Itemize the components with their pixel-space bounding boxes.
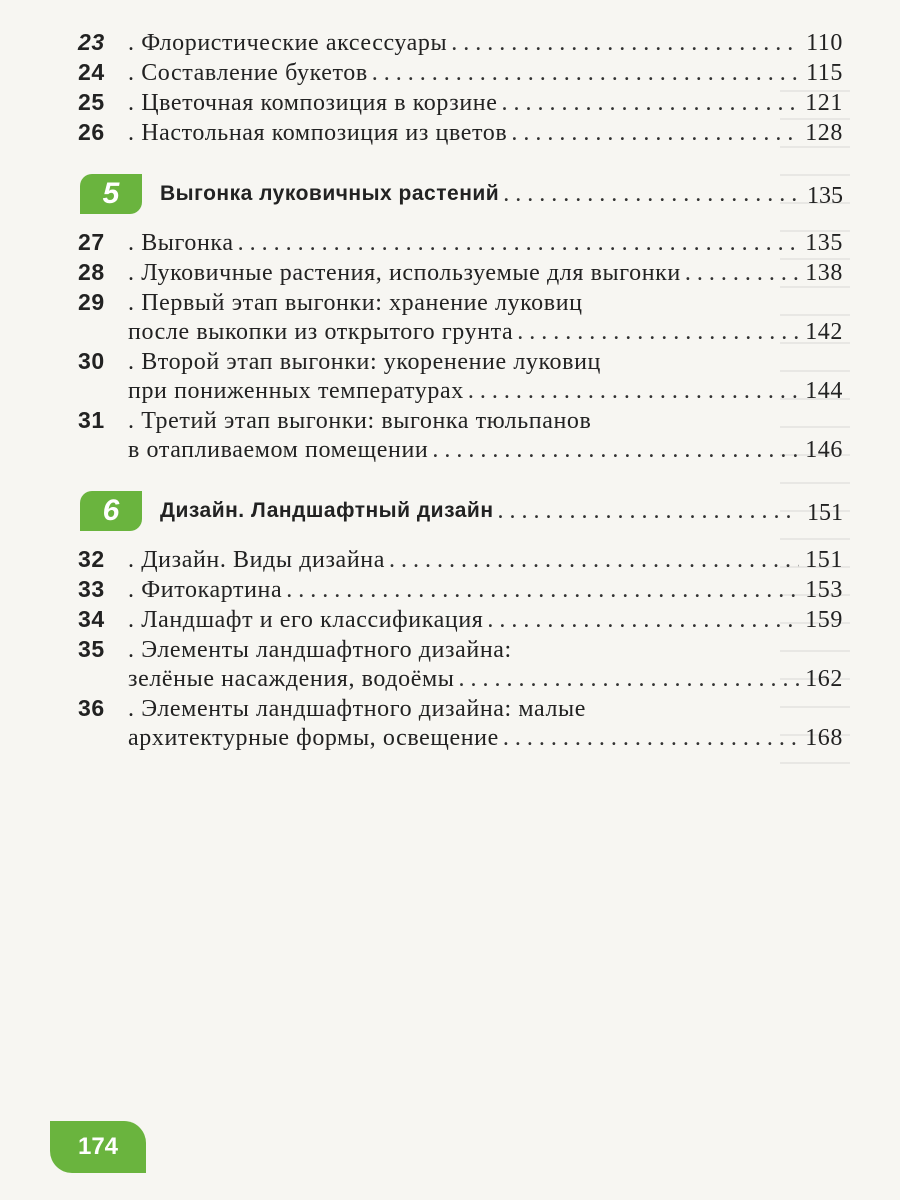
entry-number: 29 (78, 289, 105, 315)
toc-entry-27[interactable] (78, 228, 843, 258)
toc-entry-24[interactable] (78, 58, 843, 88)
toc-entry-32[interactable] (78, 545, 843, 575)
toc-entry-30[interactable] (78, 347, 843, 406)
entry-number-dot: . (128, 30, 142, 56)
entry-title: Элементы ландшафтного дизайна: (141, 637, 512, 663)
toc-entry-23[interactable] (78, 28, 843, 58)
toc-entry-34[interactable] (78, 605, 843, 635)
entry-number: 25 (78, 89, 105, 115)
leader-dots (459, 665, 799, 694)
section-heading-5[interactable] (78, 172, 843, 216)
toc-entry-29[interactable] (78, 288, 843, 347)
entry-title: Луковичные растения, используемые для выгонки (141, 260, 681, 286)
entry-page: 110 (806, 30, 843, 56)
entry-number: 24 (78, 59, 105, 85)
entry-page: 135 (805, 230, 843, 256)
entry-number-dot: . (128, 230, 142, 256)
entry-number: 31 (78, 407, 105, 433)
entry-title: Фитокартина (141, 577, 283, 603)
entry-number-dot: . (128, 547, 142, 573)
leader-dots (238, 229, 799, 258)
entry-title-cont: зелёные насаждения, водоёмы (128, 666, 455, 692)
entry-number-dot: . (128, 120, 142, 146)
entry-page: 121 (805, 90, 843, 116)
entry-number-dot: . (128, 408, 142, 434)
entry-number: 27 (78, 229, 105, 255)
toc-entry-36[interactable] (78, 694, 843, 753)
entry-number-dot: . (128, 607, 142, 633)
section-badge: 6 (80, 491, 142, 531)
leader-dots (503, 181, 799, 208)
toc-entry-26[interactable] (78, 118, 843, 148)
entry-title: Дизайн. Виды дизайна (141, 547, 385, 573)
entry-title: Второй этап выгонки: укоренение луковиц (141, 349, 601, 375)
entry-title: Первый этап выгонки: хранение луковиц (141, 290, 583, 316)
entry-page: 162 (805, 666, 843, 692)
leader-dots (451, 29, 799, 58)
entry-title: Третий этап выгонки: выгонка тюльпанов (141, 408, 592, 434)
entry-number-dot: . (128, 696, 142, 722)
toc-entry-33[interactable] (78, 575, 843, 605)
page-number-badge: 174 (50, 1121, 146, 1173)
leader-dots (286, 576, 799, 605)
toc-entry-28[interactable] (78, 258, 843, 288)
table-of-contents (78, 28, 843, 753)
entry-title: Выгонка (141, 230, 234, 256)
toc-entry-35[interactable] (78, 635, 843, 694)
entry-number: 30 (78, 348, 105, 374)
entry-number: 28 (78, 259, 105, 285)
entry-number: 23 (78, 29, 105, 55)
entry-title: Настольная композиция из цветов (141, 120, 508, 146)
entry-title-cont: в отапливаемом помещении (128, 437, 429, 463)
leader-dots (517, 318, 799, 347)
entry-title: Ландшафт и его классификация (141, 607, 484, 633)
leader-dots (468, 377, 799, 406)
entry-number-dot: . (128, 90, 142, 116)
leader-dots (389, 546, 799, 575)
leader-dots (685, 259, 799, 288)
entry-number: 33 (78, 576, 105, 602)
entry-number-dot: . (128, 349, 142, 375)
entry-number-dot: . (128, 637, 142, 663)
entry-page: 146 (805, 437, 843, 463)
entry-page: 115 (806, 60, 843, 86)
toc-entry-25[interactable] (78, 88, 843, 118)
toc-entry-31[interactable] (78, 406, 843, 465)
entry-page: 142 (805, 319, 843, 345)
leader-dots (432, 436, 799, 465)
entry-page: 138 (805, 260, 843, 286)
entry-number-dot: . (128, 60, 142, 86)
section-page: 151 (807, 500, 843, 526)
entry-title: Цветочная композиция в корзине (141, 90, 498, 116)
entry-number-dot: . (128, 577, 142, 603)
entry-page: 128 (805, 120, 843, 146)
entry-page: 151 (805, 547, 843, 573)
leader-dots (487, 606, 799, 635)
entry-number-dot: . (128, 260, 142, 286)
entry-title: Составление букетов (141, 60, 368, 86)
entry-page: 153 (805, 577, 843, 603)
entry-number: 26 (78, 119, 105, 145)
entry-title-cont: после выкопки из открытого грунта (128, 319, 514, 345)
leader-dots (502, 89, 800, 118)
entry-title-cont: при пониженных температурах (128, 378, 464, 404)
leader-dots (372, 59, 799, 88)
entry-page: 144 (805, 378, 843, 404)
entry-number-dot: . (128, 290, 142, 316)
entry-page: 159 (805, 607, 843, 633)
leader-dots (503, 724, 799, 753)
entry-number: 35 (78, 636, 105, 662)
entry-number: 34 (78, 606, 105, 632)
entry-number: 32 (78, 546, 105, 572)
section-title: Дизайн. Ландшафтный дизайн (160, 499, 494, 522)
entry-title-cont: архитектурные формы, освещение (128, 725, 499, 751)
section-title: Выгонка луковичных растений (160, 182, 500, 205)
section-page: 135 (807, 183, 843, 209)
section-heading-6[interactable] (78, 489, 843, 533)
leader-dots (511, 119, 799, 148)
entry-number: 36 (78, 695, 105, 721)
entry-title: Элементы ландшафтного дизайна: малые (141, 696, 587, 722)
entry-title: Флористические аксессуары (141, 30, 448, 56)
leader-dots (498, 498, 799, 525)
section-badge: 5 (80, 174, 142, 214)
entry-page: 168 (805, 725, 843, 751)
